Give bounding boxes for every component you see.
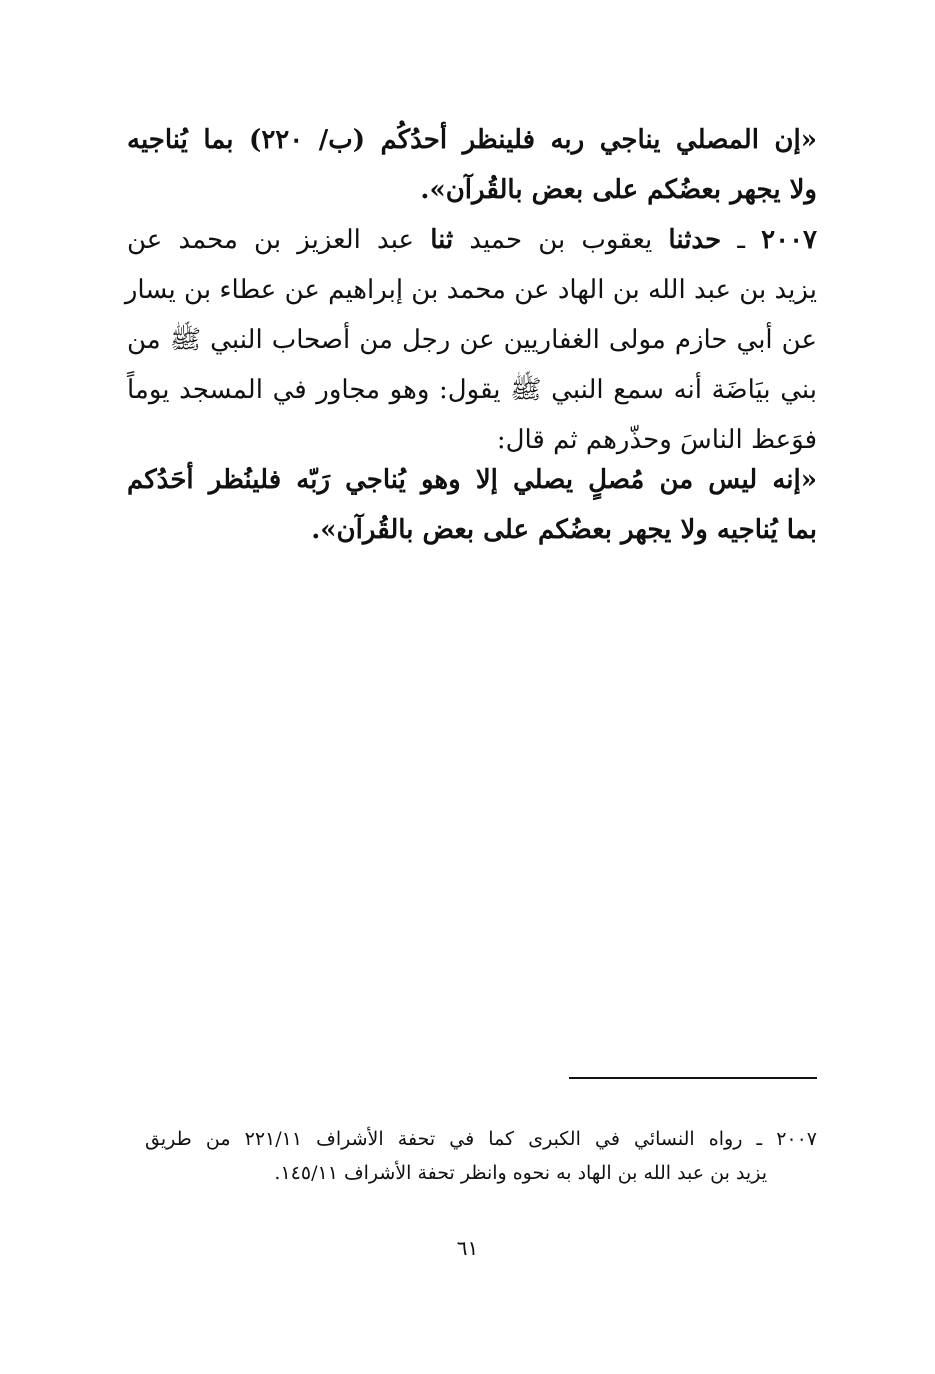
chain-narrator-1: يعقوب بن حميد	[453, 225, 669, 255]
thana-word: ثنا	[430, 225, 454, 255]
quote-1-line-1: «إن المصلي يناجي ربه فلينظر أحدُكُم (ب/ ٢٢٠) بما يُناجيه	[127, 125, 817, 155]
chain-line-1	[127, 215, 817, 265]
chain-line-4: بني بيَاضَة أنه سمع النبي ﷺ يقول: وهو مجاور في المسجد يوماً	[127, 375, 817, 405]
hadith-dash: ـ	[721, 225, 762, 255]
hadith-2007-chain	[124, 215, 817, 465]
footnote-line-1: ٢٠٠٧ ـ رواه النسائي في الكبرى كما في تحفة الأشراف ٢٢١/١١ من طريق	[145, 1128, 818, 1150]
quote-2-line-1: «إنه ليس من مُصلٍ يصلي إلا وهو يُناجي رَبّه فلينُظر أحَدُكم	[127, 465, 817, 495]
chain-line-2: يزيد بن عبد الله بن الهاد عن محمد بن إبراهيم عن عطاء بن يسار	[124, 275, 817, 305]
chain-narrator-2: عبد العزيز بن محمد عن	[127, 225, 431, 255]
footnote-line-2: يزيد بن عبد الله بن الهاد به نحوه وانظر تحفة الأشراف ١٤٥/١١.	[274, 1162, 767, 1184]
footnote	[145, 1122, 817, 1190]
hadith-number: ٢٠٠٧	[761, 225, 817, 255]
chain-line-3: عن أبي حازم مولى الغفاريين عن رجل من أصحاب النبي ﷺ من	[127, 325, 817, 355]
quote-2-line-2: بما يُناجيه ولا يجهر بعضُكم على بعض بالقُرآن».	[311, 515, 817, 545]
page-number: ٦١	[456, 1236, 479, 1260]
haddathana-word: حدثنا	[668, 225, 722, 255]
chain-line-5: فوَعظ الناسَ وحذّرهم ثم قال:	[496, 425, 817, 455]
quote-1-line-2: ولا يجهر بعضُكم على بعض بالقُرآن».	[420, 175, 817, 205]
hadith-quote-1	[127, 115, 817, 215]
hadith-quote-2	[127, 455, 817, 555]
footnote-separator	[569, 1077, 817, 1079]
